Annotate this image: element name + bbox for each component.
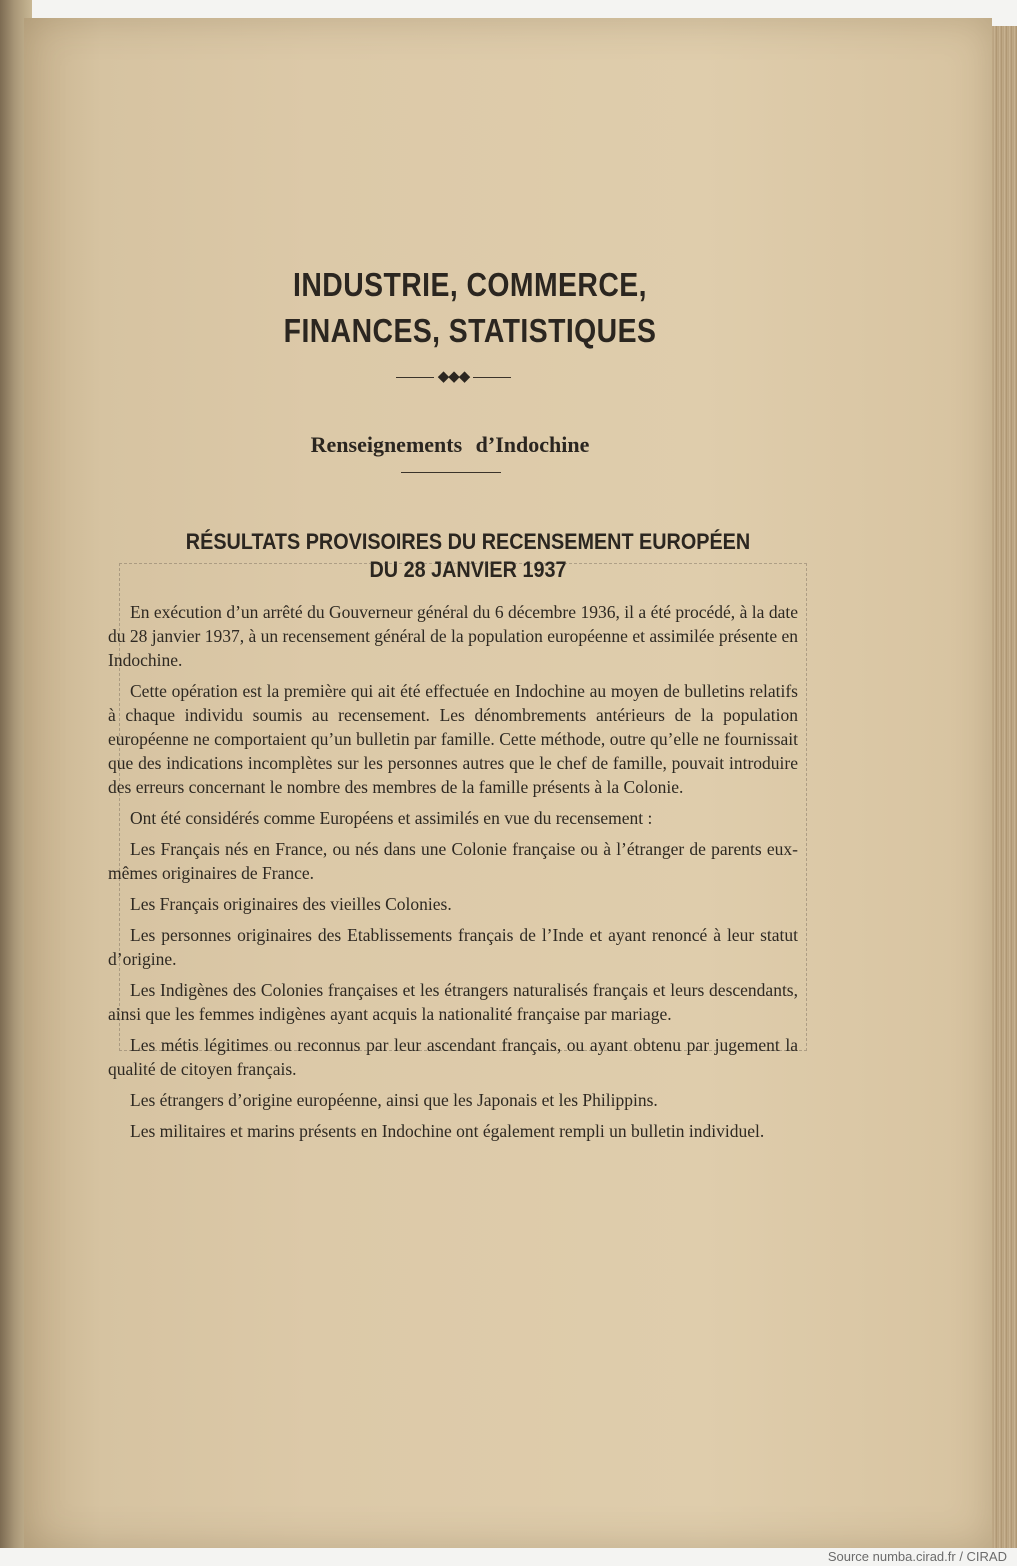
page-title: INDUSTRIE, COMMERCE, FINANCES, STATISTIQUES bbox=[283, 266, 657, 349]
subtitle-rule bbox=[401, 472, 501, 473]
section-subtitle: Renseignements d’Indochine bbox=[310, 432, 590, 457]
paragraph: Les personnes originaires des Etablissements français de l’Inde et ayant renoncé à leur statut d’origine. bbox=[108, 925, 798, 969]
paragraph: Les Français originaires des vieilles Colonies. bbox=[130, 894, 452, 914]
title-ornament bbox=[396, 368, 511, 388]
results-heading-line-2: DU 28 JANVIER 1937 bbox=[369, 557, 567, 582]
paragraph: Cette opération est la première qui ait été effectuée en Indochine au moyen de bulletins relatifs à chaque individu soumis au recensement. Les dénombrements antérieurs de la population européenne ne comportaient qu’un bulletin par famille. Cette méthode, outre qu’elle ne fournissait que des indications incomplètes sur les personnes autres que le chef de famille, pouvait introduire des erreurs concernant le nombre des membres de la famille présents à la Colonie. bbox=[108, 681, 798, 797]
body-text bbox=[108, 600, 798, 1150]
paragraph: Les étrangers d’origine européenne, ainsi que les Japonais et les Philippins. bbox=[130, 1090, 658, 1110]
paragraph: En exécution d’un arrêté du Gouverneur général du 6 décembre 1936, il a été procédé, à la date du 28 janvier 1937, à un recensement général de la population européenne et assimilée présente en Indochine. bbox=[108, 602, 799, 670]
results-heading-line-1: RÉSULTATS PROVISOIRES DU RECENSEMENT EUROPÉEN bbox=[185, 529, 751, 554]
paragraph: Ont été considérés comme Européens et assimilés en vue du recensement : bbox=[130, 808, 653, 828]
paragraph: Les militaires et marins présents en Indochine ont également rempli un bulletin individuel. bbox=[130, 1121, 765, 1141]
source-credit: Source numba.cirad.fr / CIRAD bbox=[827, 1549, 1007, 1564]
paragraph: Les métis légitimes ou reconnus par leur ascendant français, ou ayant obtenu par jugement la qualité de citoyen français. bbox=[108, 1035, 798, 1079]
book-page-edges bbox=[988, 26, 1017, 1548]
ornament-rule-left bbox=[396, 377, 434, 378]
paragraph: Les Indigènes des Colonies françaises et les étrangers naturalisés français et leurs descendants, ainsi que les femmes indigènes ayant acquis la nationalité française par mariage. bbox=[108, 980, 798, 1024]
paragraph: Les Français nés en France, ou nés dans une Colonie française ou à l’étranger de parents eux-mêmes originaires de France. bbox=[108, 839, 798, 883]
ornament-rule-right bbox=[473, 377, 511, 378]
diamond-ornament-icon: ◆◆◆ bbox=[437, 369, 470, 385]
